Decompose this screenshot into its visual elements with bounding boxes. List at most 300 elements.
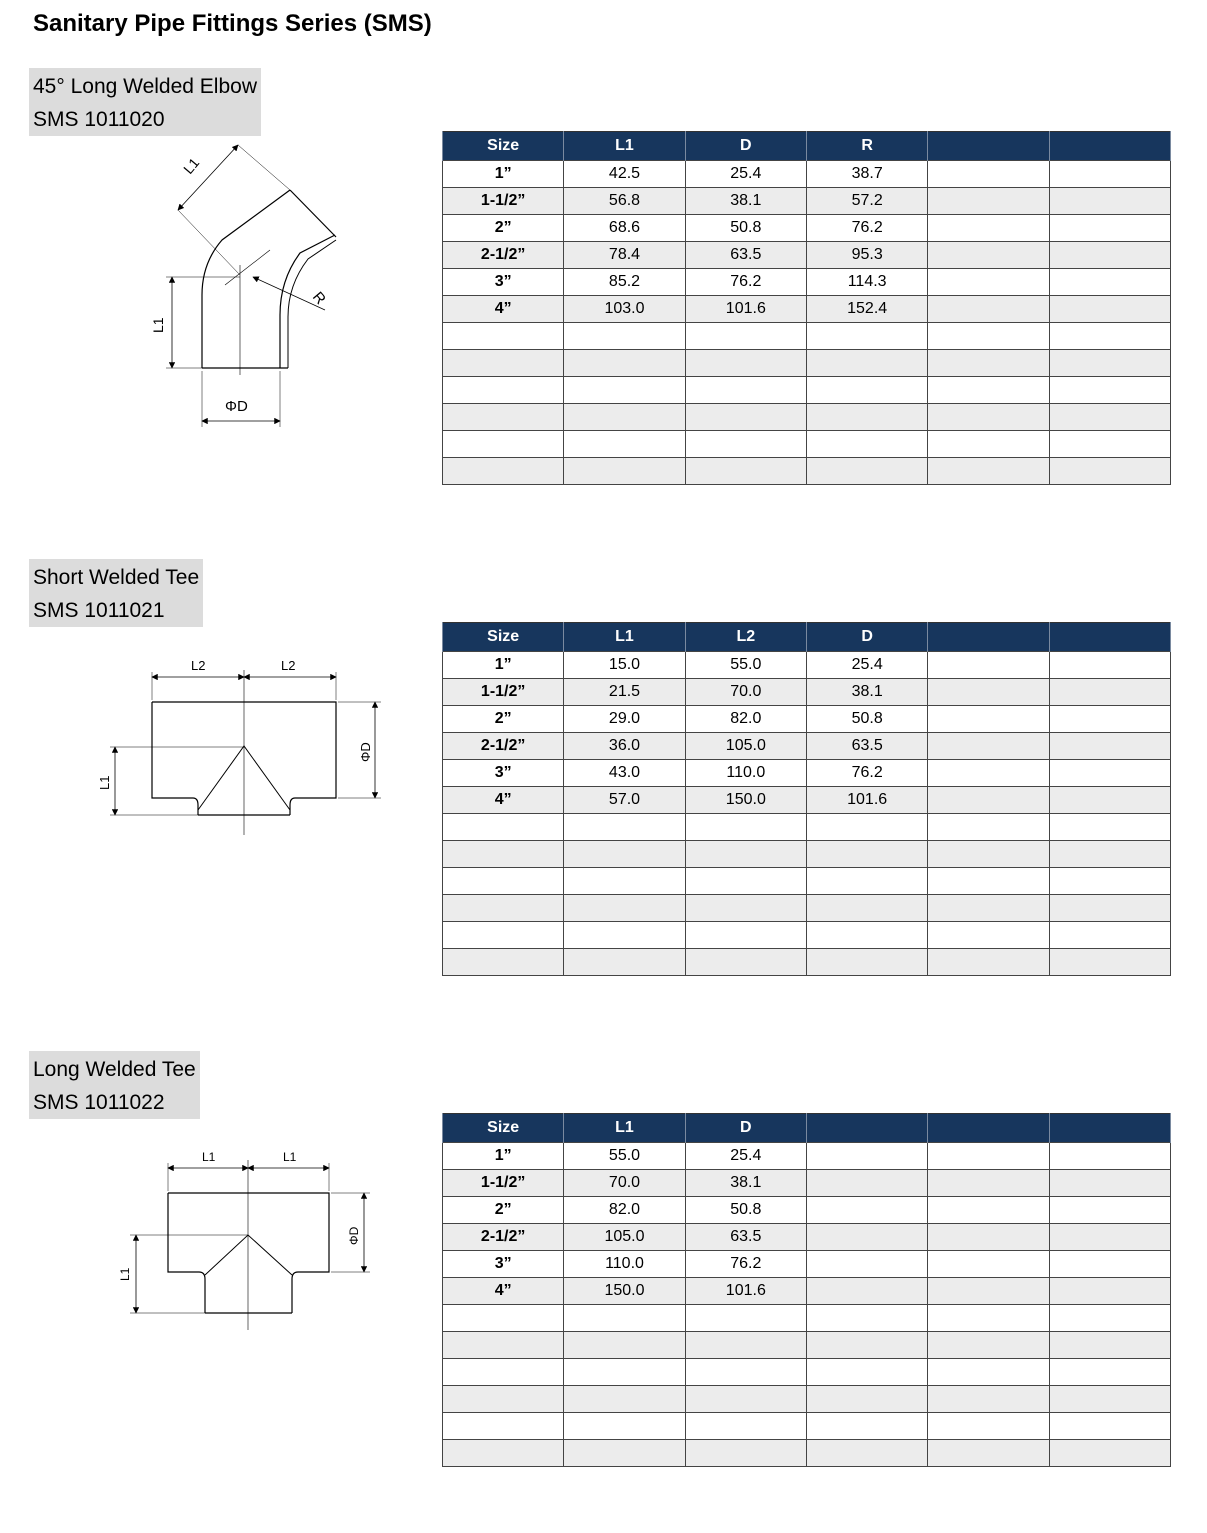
value-cell [928, 787, 1049, 814]
size-cell: 1” [443, 161, 564, 188]
value-cell: 152.4 [806, 296, 927, 323]
column-header: R [806, 132, 927, 161]
value-cell [1049, 269, 1170, 296]
value-cell [928, 1305, 1049, 1332]
value-cell [806, 1224, 927, 1251]
value-cell [928, 458, 1049, 485]
value-cell [564, 458, 685, 485]
table-row [443, 1305, 1171, 1332]
value-cell: 57.0 [564, 787, 685, 814]
value-cell [1049, 188, 1170, 215]
table-body [443, 652, 1171, 976]
size-cell: 2” [443, 215, 564, 242]
table-row [443, 679, 1171, 706]
value-cell: 25.4 [685, 161, 806, 188]
value-cell [685, 323, 806, 350]
column-header: Size [443, 132, 564, 161]
value-cell: 103.0 [564, 296, 685, 323]
section-label-elbow [29, 68, 261, 136]
elbow-l1-left-label: L1 [150, 317, 166, 333]
value-cell [1049, 787, 1170, 814]
value-cell: 42.5 [564, 161, 685, 188]
value-cell [928, 323, 1049, 350]
short-tee-d-label: ΦD [358, 742, 373, 762]
value-cell: 55.0 [564, 1143, 685, 1170]
value-cell [685, 404, 806, 431]
value-cell: 55.0 [685, 652, 806, 679]
value-cell [564, 350, 685, 377]
value-cell [928, 377, 1049, 404]
table-row [443, 215, 1171, 242]
table-row [443, 404, 1171, 431]
size-cell: 2-1/2” [443, 242, 564, 269]
value-cell [564, 868, 685, 895]
table-row [443, 350, 1171, 377]
value-cell [1049, 1224, 1170, 1251]
value-cell [806, 323, 927, 350]
column-header: L2 [685, 623, 806, 652]
value-cell [685, 814, 806, 841]
elbow-r-label: R [308, 288, 329, 308]
column-header [806, 1114, 927, 1143]
value-cell [1049, 377, 1170, 404]
table-row [443, 895, 1171, 922]
size-cell: 3” [443, 760, 564, 787]
column-header: D [806, 623, 927, 652]
table-row [443, 949, 1171, 976]
elbow-d-label: ΦD [225, 398, 248, 415]
value-cell [806, 1251, 927, 1278]
value-cell: 21.5 [564, 679, 685, 706]
value-cell [564, 1359, 685, 1386]
value-cell: 101.6 [806, 787, 927, 814]
value-cell [928, 1197, 1049, 1224]
value-cell [806, 1413, 927, 1440]
long-tee-spec-table [442, 1113, 1171, 1467]
value-cell: 25.4 [685, 1143, 806, 1170]
value-cell: 50.8 [806, 706, 927, 733]
value-cell [1049, 922, 1170, 949]
section-label-short-tee [29, 559, 203, 627]
value-cell [928, 1143, 1049, 1170]
elbow-spec-table [442, 131, 1171, 485]
value-cell [685, 1305, 806, 1332]
value-cell [1049, 431, 1170, 458]
size-cell: 3” [443, 1251, 564, 1278]
value-cell [806, 1197, 927, 1224]
value-cell [928, 404, 1049, 431]
value-cell [564, 404, 685, 431]
value-cell [1049, 161, 1170, 188]
table-row [443, 269, 1171, 296]
long-tee-l1-side-label: L1 [118, 1267, 132, 1281]
size-cell [443, 323, 564, 350]
value-cell [928, 652, 1049, 679]
value-cell [928, 733, 1049, 760]
value-cell [806, 814, 927, 841]
elbow-drawing [130, 135, 350, 435]
value-cell [1049, 1143, 1170, 1170]
table-row [443, 706, 1171, 733]
value-cell [928, 949, 1049, 976]
section-code: SMS 1011022 [33, 1091, 165, 1114]
value-cell [928, 868, 1049, 895]
value-cell [685, 431, 806, 458]
column-header: L1 [564, 1114, 685, 1143]
column-header: D [685, 132, 806, 161]
value-cell [564, 1305, 685, 1332]
size-cell [443, 949, 564, 976]
value-cell [685, 1332, 806, 1359]
value-cell [1049, 949, 1170, 976]
value-cell: 82.0 [685, 706, 806, 733]
table-row [443, 652, 1171, 679]
value-cell [806, 841, 927, 868]
value-cell: 95.3 [806, 242, 927, 269]
value-cell [685, 1386, 806, 1413]
section-name: Long Welded Tee [33, 1058, 196, 1081]
value-cell: 150.0 [685, 787, 806, 814]
value-cell [806, 949, 927, 976]
value-cell [928, 1332, 1049, 1359]
value-cell [928, 1170, 1049, 1197]
value-cell [564, 323, 685, 350]
value-cell [564, 1413, 685, 1440]
value-cell: 38.1 [806, 679, 927, 706]
table-row [443, 1332, 1171, 1359]
table-row [443, 787, 1171, 814]
size-cell: 4” [443, 787, 564, 814]
short-tee-drawing [95, 650, 395, 840]
value-cell [564, 1386, 685, 1413]
value-cell [806, 1386, 927, 1413]
table-row [443, 1143, 1171, 1170]
value-cell: 85.2 [564, 269, 685, 296]
size-cell [443, 1332, 564, 1359]
value-cell: 43.0 [564, 760, 685, 787]
value-cell [564, 377, 685, 404]
value-cell [806, 350, 927, 377]
table-row [443, 841, 1171, 868]
column-header: L1 [564, 623, 685, 652]
value-cell [1049, 1305, 1170, 1332]
table-body [443, 161, 1171, 485]
value-cell [1049, 868, 1170, 895]
value-cell [928, 1386, 1049, 1413]
section-code: SMS 1011021 [33, 599, 165, 622]
value-cell [564, 922, 685, 949]
value-cell [1049, 1170, 1170, 1197]
size-cell [443, 1386, 564, 1413]
value-cell [564, 1440, 685, 1467]
table-row [443, 1413, 1171, 1440]
value-cell [1049, 814, 1170, 841]
long-tee-l1-right-label: L1 [283, 1150, 297, 1164]
value-cell [928, 1224, 1049, 1251]
value-cell [1049, 350, 1170, 377]
value-cell [1049, 242, 1170, 269]
value-cell [928, 350, 1049, 377]
value-cell: 38.1 [685, 1170, 806, 1197]
short-tee-l1-label: L1 [97, 775, 112, 790]
value-cell [928, 1413, 1049, 1440]
section-name: 45° Long Welded Elbow [33, 75, 257, 98]
value-cell: 76.2 [685, 269, 806, 296]
size-cell: 2” [443, 706, 564, 733]
value-cell: 110.0 [685, 760, 806, 787]
value-cell [806, 1143, 927, 1170]
value-cell [928, 215, 1049, 242]
value-cell [1049, 706, 1170, 733]
value-cell [806, 1305, 927, 1332]
column-header: Size [443, 1114, 564, 1143]
value-cell [928, 296, 1049, 323]
size-cell [443, 1440, 564, 1467]
value-cell [928, 1440, 1049, 1467]
table-row [443, 733, 1171, 760]
value-cell [1049, 404, 1170, 431]
table-row [443, 1386, 1171, 1413]
value-cell: 76.2 [806, 760, 927, 787]
value-cell [1049, 323, 1170, 350]
value-cell [928, 841, 1049, 868]
value-cell [928, 760, 1049, 787]
page-title: Sanitary Pipe Fittings Series (SMS) [33, 10, 432, 37]
table-row [443, 161, 1171, 188]
value-cell [806, 1278, 927, 1305]
table-row [443, 1251, 1171, 1278]
size-cell: 4” [443, 296, 564, 323]
long-tee-l1-left-label: L1 [202, 1150, 216, 1164]
value-cell [1049, 895, 1170, 922]
section-label-long-tee [29, 1051, 200, 1119]
value-cell [1049, 1197, 1170, 1224]
size-cell [443, 814, 564, 841]
value-cell [928, 1359, 1049, 1386]
value-cell: 38.7 [806, 161, 927, 188]
size-cell: 2-1/2” [443, 733, 564, 760]
table-row [443, 296, 1171, 323]
value-cell [928, 188, 1049, 215]
size-cell [443, 922, 564, 949]
value-cell [1049, 652, 1170, 679]
value-cell [685, 350, 806, 377]
value-cell [806, 1170, 927, 1197]
value-cell [1049, 1332, 1170, 1359]
size-cell: 3” [443, 269, 564, 296]
value-cell [806, 895, 927, 922]
table-row [443, 1197, 1171, 1224]
column-header [1049, 623, 1170, 652]
value-cell [1049, 760, 1170, 787]
table-row [443, 1440, 1171, 1467]
value-cell [1049, 733, 1170, 760]
value-cell: 101.6 [685, 1278, 806, 1305]
short-tee-l2-left-label: L2 [191, 658, 206, 673]
value-cell [564, 431, 685, 458]
table-row [443, 188, 1171, 215]
value-cell [806, 1440, 927, 1467]
value-cell: 105.0 [685, 733, 806, 760]
value-cell [1049, 1440, 1170, 1467]
value-cell [928, 1278, 1049, 1305]
value-cell: 76.2 [685, 1251, 806, 1278]
value-cell: 78.4 [564, 242, 685, 269]
value-cell [564, 949, 685, 976]
value-cell [928, 706, 1049, 733]
value-cell [928, 922, 1049, 949]
value-cell: 114.3 [806, 269, 927, 296]
value-cell [806, 922, 927, 949]
value-cell [685, 841, 806, 868]
value-cell [1049, 458, 1170, 485]
size-cell [443, 895, 564, 922]
value-cell [685, 868, 806, 895]
value-cell: 63.5 [806, 733, 927, 760]
value-cell [928, 1251, 1049, 1278]
column-header: L1 [564, 132, 685, 161]
value-cell [685, 895, 806, 922]
short-tee-l2-right-label: L2 [281, 658, 296, 673]
table-row [443, 814, 1171, 841]
column-header [928, 132, 1049, 161]
column-header: Size [443, 623, 564, 652]
value-cell [1049, 296, 1170, 323]
size-cell: 1-1/2” [443, 1170, 564, 1197]
value-cell [928, 679, 1049, 706]
value-cell [1049, 1359, 1170, 1386]
table-row [443, 1359, 1171, 1386]
size-cell: 1-1/2” [443, 188, 564, 215]
table-header-row [443, 132, 1171, 161]
size-cell [443, 350, 564, 377]
value-cell: 70.0 [685, 679, 806, 706]
value-cell [1049, 1386, 1170, 1413]
value-cell [685, 1359, 806, 1386]
size-cell: 2-1/2” [443, 1224, 564, 1251]
value-cell: 70.0 [564, 1170, 685, 1197]
value-cell [806, 458, 927, 485]
value-cell: 15.0 [564, 652, 685, 679]
value-cell: 36.0 [564, 733, 685, 760]
value-cell [1049, 1278, 1170, 1305]
value-cell [928, 269, 1049, 296]
column-header: D [685, 1114, 806, 1143]
table-row [443, 868, 1171, 895]
value-cell [685, 1413, 806, 1440]
value-cell: 105.0 [564, 1224, 685, 1251]
value-cell [685, 458, 806, 485]
table-body [443, 1143, 1171, 1467]
value-cell [806, 377, 927, 404]
value-cell: 76.2 [806, 215, 927, 242]
table-row [443, 431, 1171, 458]
value-cell [806, 868, 927, 895]
value-cell: 29.0 [564, 706, 685, 733]
value-cell [685, 377, 806, 404]
value-cell: 57.2 [806, 188, 927, 215]
size-cell [443, 377, 564, 404]
column-header [1049, 1114, 1170, 1143]
value-cell: 50.8 [685, 1197, 806, 1224]
value-cell [806, 1359, 927, 1386]
size-cell: 4” [443, 1278, 564, 1305]
table-row [443, 377, 1171, 404]
size-cell: 1-1/2” [443, 679, 564, 706]
value-cell [685, 949, 806, 976]
size-cell: 1” [443, 652, 564, 679]
value-cell [564, 814, 685, 841]
size-cell [443, 841, 564, 868]
size-cell [443, 868, 564, 895]
value-cell [564, 841, 685, 868]
section-code: SMS 1011020 [33, 108, 165, 131]
table-header-row [443, 623, 1171, 652]
table-row [443, 1170, 1171, 1197]
elbow-l1-top-label: L1 [180, 154, 203, 177]
value-cell: 50.8 [685, 215, 806, 242]
value-cell: 38.1 [685, 188, 806, 215]
size-cell [443, 404, 564, 431]
long-tee-drawing [110, 1145, 390, 1335]
value-cell [928, 242, 1049, 269]
value-cell [806, 1332, 927, 1359]
section-name: Short Welded Tee [33, 566, 200, 589]
value-cell [685, 1440, 806, 1467]
short-tee-spec-table [442, 622, 1171, 976]
table-header-row [443, 1114, 1171, 1143]
table-row [443, 760, 1171, 787]
value-cell: 101.6 [685, 296, 806, 323]
table-row [443, 1278, 1171, 1305]
value-cell [564, 1332, 685, 1359]
value-cell [1049, 1251, 1170, 1278]
value-cell [928, 161, 1049, 188]
column-header [928, 1114, 1049, 1143]
value-cell: 25.4 [806, 652, 927, 679]
value-cell [1049, 215, 1170, 242]
long-tee-d-label: ΦD [347, 1226, 361, 1245]
column-header [1049, 132, 1170, 161]
value-cell: 150.0 [564, 1278, 685, 1305]
value-cell [564, 895, 685, 922]
value-cell [928, 895, 1049, 922]
value-cell: 56.8 [564, 188, 685, 215]
size-cell [443, 431, 564, 458]
value-cell: 110.0 [564, 1251, 685, 1278]
value-cell: 63.5 [685, 1224, 806, 1251]
table-row [443, 458, 1171, 485]
value-cell: 63.5 [685, 242, 806, 269]
value-cell [1049, 679, 1170, 706]
value-cell [928, 431, 1049, 458]
value-cell [806, 404, 927, 431]
size-cell: 1” [443, 1143, 564, 1170]
column-header [928, 623, 1049, 652]
table-row [443, 922, 1171, 949]
value-cell [1049, 1413, 1170, 1440]
size-cell [443, 458, 564, 485]
value-cell [685, 922, 806, 949]
table-row [443, 1224, 1171, 1251]
value-cell: 82.0 [564, 1197, 685, 1224]
value-cell [1049, 841, 1170, 868]
value-cell: 68.6 [564, 215, 685, 242]
size-cell: 2” [443, 1197, 564, 1224]
value-cell [928, 814, 1049, 841]
size-cell [443, 1359, 564, 1386]
size-cell [443, 1305, 564, 1332]
